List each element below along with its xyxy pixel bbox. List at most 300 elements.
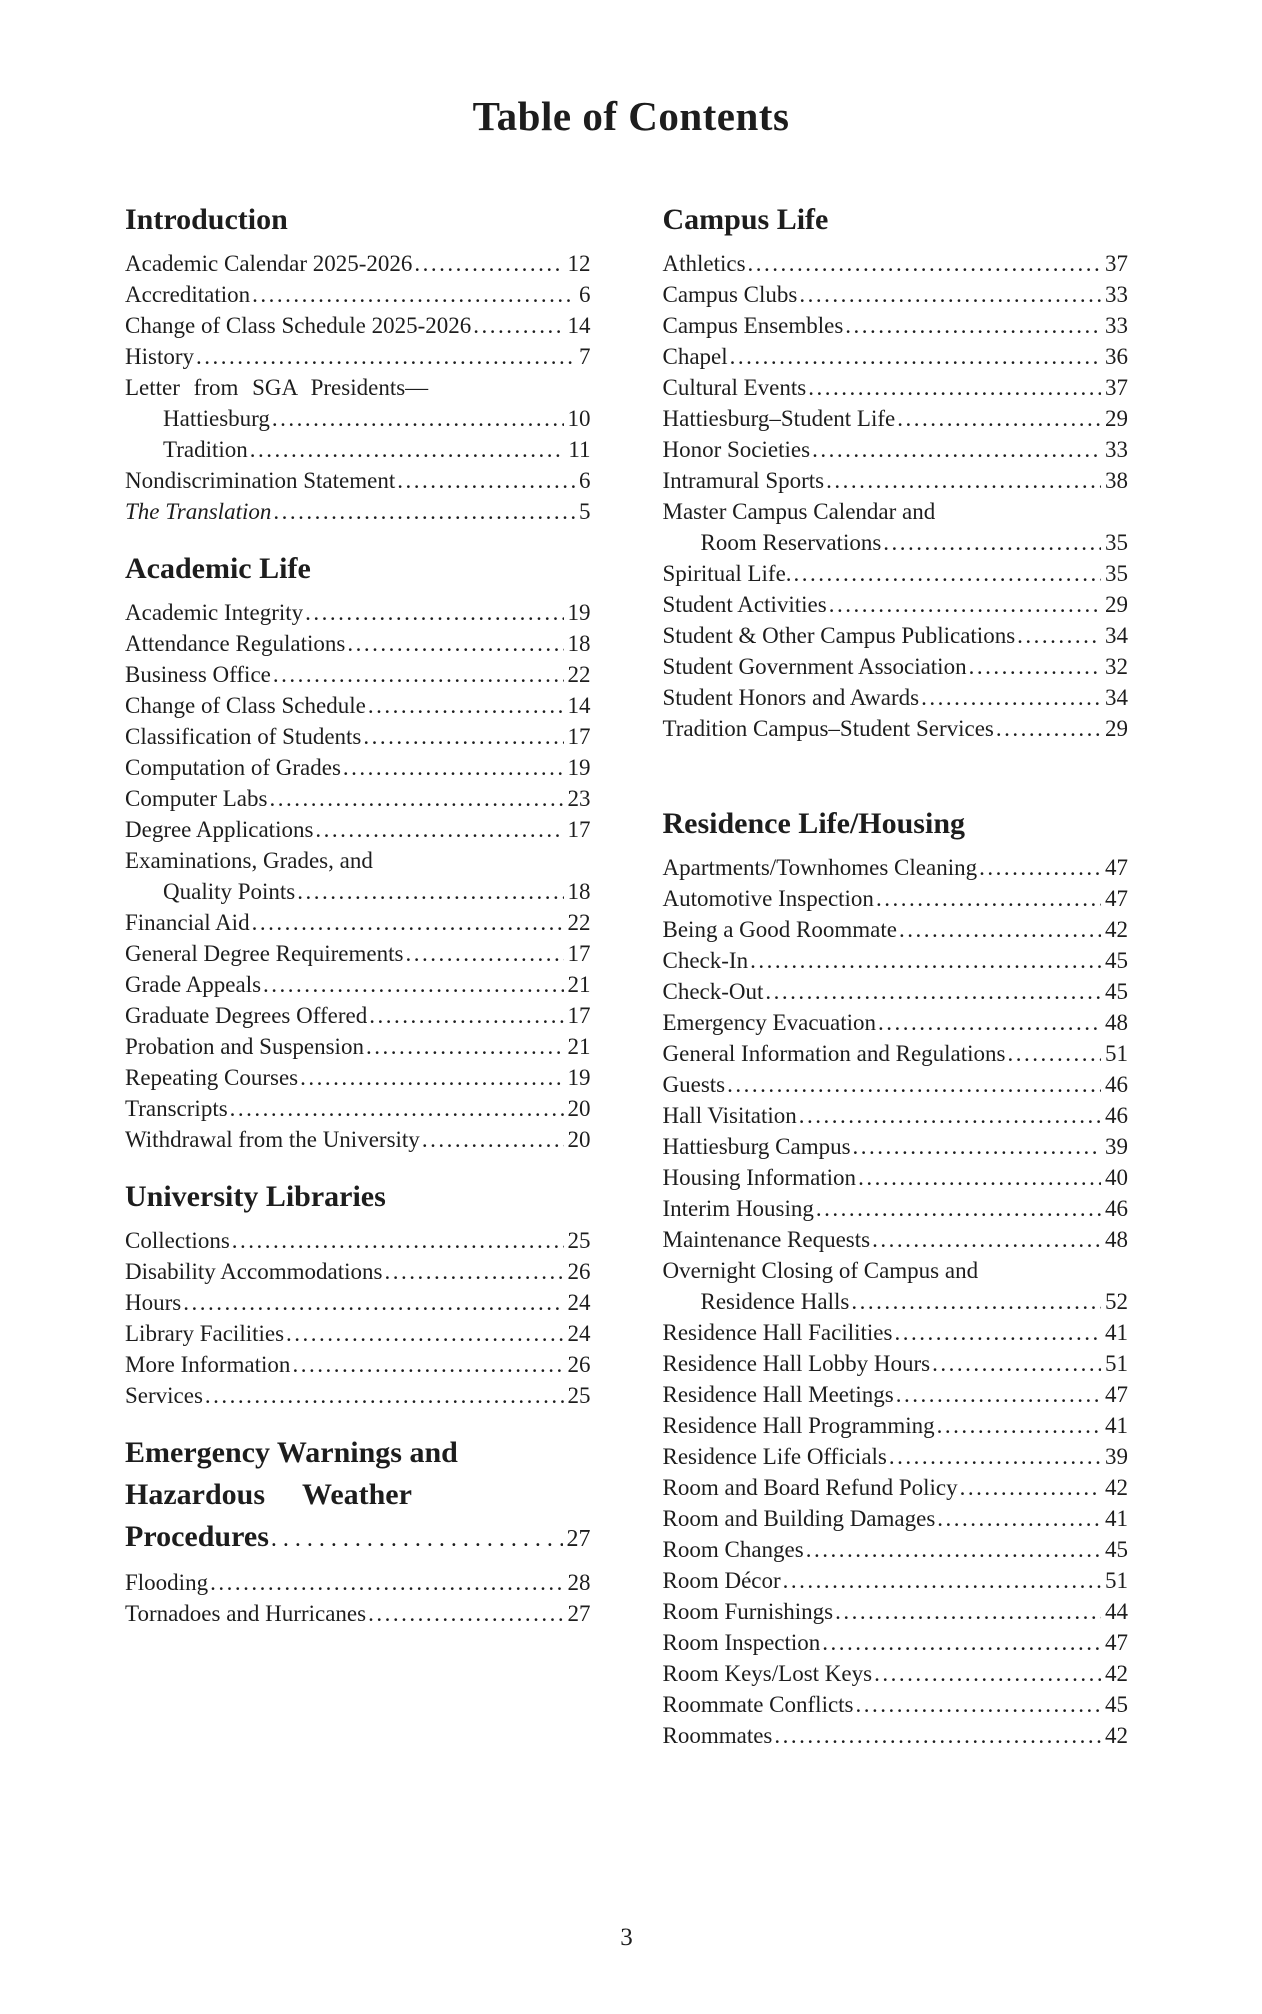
toc-entry xyxy=(663,1258,1129,1289)
toc-entry-label: Withdrawal from the University xyxy=(125,1127,420,1153)
toc-entry-label: Room and Board Refund Policy xyxy=(662,1475,958,1501)
toc-entry-label: More Information xyxy=(125,1352,291,1378)
toc-entry-label: Interim Housing xyxy=(662,1196,814,1222)
section-heading-text: Emergency Warnings and xyxy=(125,1436,458,1470)
section-heading xyxy=(125,548,591,590)
toc-entry xyxy=(663,1506,1129,1537)
toc-entry xyxy=(663,251,1129,282)
toc-entry-page: 45 xyxy=(1105,979,1128,1005)
dot-leader xyxy=(896,1382,1101,1408)
toc-entry xyxy=(125,437,591,468)
toc-entry xyxy=(663,375,1129,406)
toc-entry-label: Room Décor xyxy=(662,1568,781,1594)
toc-entry-label: Hall Visitation xyxy=(662,1103,797,1129)
toc-entry-page: 6 xyxy=(579,282,591,308)
toc-entry-page: 34 xyxy=(1105,685,1128,711)
toc-entry xyxy=(125,786,591,817)
dot-leader xyxy=(996,716,1101,742)
toc-entry-label: The Translation xyxy=(125,499,272,525)
section-heading xyxy=(125,1432,591,1560)
toc-entry-label: Collections xyxy=(125,1228,230,1254)
dot-leader xyxy=(806,1537,1101,1563)
dot-leader xyxy=(826,468,1101,494)
toc-entry-page: 24 xyxy=(567,1290,591,1316)
toc-entry xyxy=(663,1041,1129,1072)
toc-entry-label: Quality Points xyxy=(163,879,296,905)
section-heading-text: University Libraries xyxy=(125,1180,386,1214)
toc-entry-page: 20 xyxy=(567,1127,591,1153)
toc-entry-label: Grade Appeals xyxy=(125,972,262,998)
toc-entry-page: 22 xyxy=(567,662,591,688)
toc-entry xyxy=(125,1290,591,1321)
dot-leader xyxy=(727,1072,1101,1098)
dot-leader xyxy=(368,1601,563,1627)
toc-entry xyxy=(125,468,591,499)
toc-entry-page: 33 xyxy=(1105,282,1128,308)
dot-leader xyxy=(874,1661,1101,1687)
toc-entry-page: 29 xyxy=(1105,406,1128,432)
toc-entry xyxy=(663,1599,1129,1630)
toc-entry xyxy=(125,499,591,530)
toc-entry-page: 17 xyxy=(567,817,591,843)
section-heading-text: Hazardous Weather xyxy=(125,1478,412,1512)
toc-entry xyxy=(663,685,1129,716)
dot-leader xyxy=(853,1134,1101,1160)
dot-leader xyxy=(292,1352,563,1378)
toc-entry-page: 51 xyxy=(1105,1351,1128,1377)
dot-leader xyxy=(347,631,563,657)
dot-leader xyxy=(856,1692,1101,1718)
toc-entry-page: 36 xyxy=(1105,344,1128,370)
toc-entry-page: 17 xyxy=(567,941,591,967)
toc-entry xyxy=(663,1351,1129,1382)
dot-leader xyxy=(829,592,1101,618)
toc-entry xyxy=(125,406,591,437)
toc-entry-page: 21 xyxy=(567,972,591,998)
toc-entry-page: 24 xyxy=(567,1321,591,1347)
section-heading xyxy=(663,803,1129,845)
dot-leader xyxy=(851,1289,1101,1315)
toc-entry-page: 6 xyxy=(579,468,591,494)
page-title: Table of Contents xyxy=(472,93,790,139)
toc-entry-label: Residence Hall Lobby Hours xyxy=(662,1351,931,1377)
toc-entry-page: 39 xyxy=(1105,1134,1128,1160)
toc-entry xyxy=(125,755,591,786)
toc-entry-label: Apartments/Townhomes Cleaning xyxy=(662,855,978,881)
toc-entry xyxy=(125,375,591,406)
toc-entry-page: 42 xyxy=(1105,1475,1128,1501)
dot-leader xyxy=(937,1506,1101,1532)
toc-entry-label: Spiritual Life. xyxy=(662,561,792,587)
toc-entry-label: Overnight Closing of Campus and xyxy=(662,1258,979,1284)
toc-entry-label: Hours xyxy=(125,1290,182,1316)
toc-entry-page: 40 xyxy=(1105,1165,1128,1191)
toc-entry-label: Probation and Suspension xyxy=(125,1034,364,1060)
toc-entry xyxy=(663,313,1129,344)
toc-entry xyxy=(663,917,1129,948)
dot-leader xyxy=(414,251,563,277)
toc-entry-label: Tornadoes and Hurricanes xyxy=(125,1601,367,1627)
toc-entry-label: Library Facilities xyxy=(125,1321,285,1347)
toc-entry xyxy=(125,251,591,282)
toc-entry-page: 41 xyxy=(1105,1413,1128,1439)
toc-entry-page: 22 xyxy=(567,910,591,936)
toc-entry-label: History xyxy=(125,344,194,370)
dot-leader xyxy=(897,406,1101,432)
dot-leader xyxy=(269,786,563,812)
dot-leader xyxy=(250,437,565,463)
dot-leader xyxy=(210,1570,563,1596)
toc-entry-label: Housing Information xyxy=(662,1165,857,1191)
dot-leader xyxy=(363,724,563,750)
toc-entry-page: 35 xyxy=(1105,561,1128,587)
dot-leader xyxy=(343,755,564,781)
section-heading-line xyxy=(125,548,591,590)
section-heading xyxy=(125,1176,591,1218)
toc-entry-page: 17 xyxy=(567,1003,591,1029)
toc-entry-label: Examinations, Grades, and xyxy=(125,848,373,874)
toc-entry-page: 17 xyxy=(567,724,591,750)
toc-entry xyxy=(125,693,591,724)
toc-entry-label: Repeating Courses xyxy=(125,1065,299,1091)
toc-entry-label: Classification of Students xyxy=(125,724,362,750)
toc-entry-label: Cultural Events xyxy=(662,375,807,401)
toc-entry-page: 47 xyxy=(1105,1630,1128,1656)
toc-entry-label: Student Government Association xyxy=(662,654,967,680)
section-heading-text: Residence Life/Housing xyxy=(662,807,966,841)
toc-entry xyxy=(125,910,591,941)
toc-entry-label: Student Honors and Awards xyxy=(662,685,920,711)
toc-entry-page: 20 xyxy=(567,1096,591,1122)
dot-leader xyxy=(774,1723,1101,1749)
toc-entry-page: 48 xyxy=(1105,1227,1128,1253)
toc-entry-page: 14 xyxy=(567,693,591,719)
toc-entry-page: 11 xyxy=(568,437,591,463)
toc-entry-label: General Information and Regulations xyxy=(662,1041,1006,1067)
dot-leader xyxy=(473,313,563,339)
toc-entry xyxy=(663,623,1129,654)
toc-entry-label: Room Changes xyxy=(662,1537,804,1563)
toc-entry xyxy=(663,1475,1129,1506)
toc-entry xyxy=(663,1289,1129,1320)
toc-entry-page: 47 xyxy=(1105,1382,1128,1408)
toc-entry xyxy=(663,886,1129,917)
toc-entry xyxy=(663,561,1129,592)
toc-entry-page: 51 xyxy=(1105,1041,1128,1067)
dot-leader xyxy=(252,282,575,308)
toc-entry-page: 41 xyxy=(1105,1320,1128,1346)
toc-entry-page: 38 xyxy=(1105,468,1128,494)
dot-leader xyxy=(196,344,575,370)
dot-leader xyxy=(273,499,575,525)
toc-entry-page: 47 xyxy=(1105,855,1128,881)
toc-entry-label: Room and Building Damages xyxy=(662,1506,936,1532)
dot-leader xyxy=(894,1320,1101,1346)
toc-entry xyxy=(663,948,1129,979)
toc-entry xyxy=(125,282,591,313)
toc-entry-label: Letter from SGA Presidents— xyxy=(125,375,429,401)
toc-entry xyxy=(125,724,591,755)
toc-entry-label: Chapel xyxy=(662,344,728,370)
toc-entry-page: 42 xyxy=(1105,1723,1128,1749)
toc-entry-label: Tradition xyxy=(163,437,248,463)
dot-leader xyxy=(183,1290,563,1316)
toc-entry xyxy=(125,1383,591,1414)
dot-leader xyxy=(405,941,563,967)
toc-entry-page: 41 xyxy=(1105,1506,1128,1532)
toc-entry xyxy=(663,437,1129,468)
toc-entry-page: 27 xyxy=(567,1601,591,1627)
dot-leader xyxy=(921,685,1101,711)
toc-entry-label: Transcripts xyxy=(125,1096,228,1122)
toc-entry-label: Academic Calendar 2025-2026 xyxy=(125,251,413,277)
toc-entry-page: 47 xyxy=(1105,886,1128,912)
toc-entry xyxy=(125,1127,591,1158)
dot-leader xyxy=(271,1516,563,1560)
toc-entry-label: Computation of Grades xyxy=(125,755,341,781)
dot-leader xyxy=(812,437,1101,463)
toc-entry-page: 27 xyxy=(566,1526,591,1553)
toc-entry-page: 52 xyxy=(1105,1289,1128,1315)
toc-entry xyxy=(663,530,1129,561)
dot-leader xyxy=(872,1227,1101,1253)
toc-entry xyxy=(125,1034,591,1065)
toc-entry-page: 37 xyxy=(1105,375,1128,401)
toc-entry xyxy=(663,499,1129,530)
section-heading-text: Procedures xyxy=(125,1520,269,1554)
toc-entry xyxy=(663,1630,1129,1661)
toc-entry-page: 12 xyxy=(567,251,591,277)
dot-leader xyxy=(297,879,563,905)
toc-entry-page: 7 xyxy=(579,344,591,370)
toc-entry-label: Residence Halls xyxy=(700,1289,850,1315)
dot-leader xyxy=(305,600,563,626)
toc-entry-page: 48 xyxy=(1105,1010,1128,1036)
dot-leader xyxy=(748,251,1101,277)
toc-column-right xyxy=(663,199,1129,1754)
toc-entry-label: Residence Hall Programming xyxy=(662,1413,935,1439)
toc-entry xyxy=(125,313,591,344)
section-heading-line xyxy=(125,1432,591,1474)
toc-entry-page: 19 xyxy=(567,1065,591,1091)
toc-entry xyxy=(125,600,591,631)
toc-entry xyxy=(663,1165,1129,1196)
toc-entry xyxy=(663,282,1129,313)
toc-entry xyxy=(125,1065,591,1096)
toc-entry xyxy=(663,1227,1129,1258)
dot-leader xyxy=(230,1096,564,1122)
toc-entry-page: 45 xyxy=(1105,1692,1128,1718)
toc-entry xyxy=(125,1259,591,1290)
toc-entry-label: Room Reservations xyxy=(700,530,882,556)
toc-entry-label: Room Furnishings xyxy=(662,1599,834,1625)
dot-leader xyxy=(937,1413,1101,1439)
toc-entry-page: 45 xyxy=(1105,1537,1128,1563)
toc-entry xyxy=(125,941,591,972)
toc-entry-page: 21 xyxy=(567,1034,591,1060)
section-heading-text: Academic Life xyxy=(125,552,311,586)
toc-entry-label: Hattiesburg–Student Life xyxy=(662,406,896,432)
toc-entry-label: Check-Out xyxy=(662,979,764,1005)
toc-entry-page: 23 xyxy=(567,786,591,812)
toc-entry-label: Residence Hall Facilities xyxy=(662,1320,893,1346)
toc-entry-page: 28 xyxy=(567,1570,591,1596)
toc-entry-label: Tradition Campus–Student Services xyxy=(662,716,994,742)
dot-leader xyxy=(300,1065,563,1091)
toc-entry xyxy=(663,1661,1129,1692)
toc-entry-label: Roommates xyxy=(662,1723,773,1749)
section-heading-line xyxy=(125,199,591,241)
toc-entry-label: Graduate Degrees Offered xyxy=(125,1003,368,1029)
toc-entry-label: Maintenance Requests xyxy=(662,1227,871,1253)
dot-leader xyxy=(232,1228,564,1254)
dot-leader xyxy=(794,561,1101,587)
dot-leader xyxy=(969,654,1101,680)
toc-entry xyxy=(663,1537,1129,1568)
toc-entry-page: 29 xyxy=(1105,592,1128,618)
dot-leader xyxy=(366,1034,564,1060)
dot-leader xyxy=(979,855,1101,881)
dot-leader xyxy=(397,468,575,494)
toc-entry xyxy=(125,879,591,910)
page-number: 3 xyxy=(620,1924,633,1951)
dot-leader xyxy=(808,375,1101,401)
toc-entry-label: Flooding xyxy=(125,1570,209,1596)
toc-entry-page: 26 xyxy=(567,1352,591,1378)
dot-leader xyxy=(384,1259,563,1285)
section-heading-line xyxy=(663,199,1129,241)
dot-leader xyxy=(369,1003,563,1029)
toc-entry xyxy=(663,406,1129,437)
toc-entry xyxy=(125,1321,591,1352)
toc-entry xyxy=(663,1444,1129,1475)
dot-leader xyxy=(783,1568,1101,1594)
toc-entry-label: Automotive Inspection xyxy=(662,886,874,912)
toc-entry xyxy=(663,592,1129,623)
toc-entry-page: 33 xyxy=(1105,313,1128,339)
toc-entry-label: Emergency Evacuation xyxy=(662,1010,877,1036)
dot-leader xyxy=(799,1103,1101,1129)
toc-entry xyxy=(125,344,591,375)
toc-entry-page: 18 xyxy=(567,879,591,905)
toc-entry-page: 26 xyxy=(567,1259,591,1285)
toc-entry-page: 32 xyxy=(1105,654,1128,680)
toc-entry-page: 35 xyxy=(1105,530,1128,556)
toc-entry xyxy=(663,1010,1129,1041)
toc-entry-page: 37 xyxy=(1105,251,1128,277)
dot-leader xyxy=(878,1010,1101,1036)
dot-leader xyxy=(286,1321,563,1347)
toc-entry xyxy=(125,1601,591,1632)
toc-entry-label: Room Keys/Lost Keys xyxy=(662,1661,873,1687)
toc-entry-label: Attendance Regulations xyxy=(125,631,346,657)
toc-entry xyxy=(125,1096,591,1127)
dot-leader xyxy=(883,530,1101,556)
dot-leader xyxy=(273,662,564,688)
section-heading-line xyxy=(125,1516,591,1560)
toc-entry-label: Hattiesburg xyxy=(163,406,270,432)
toc-entry-label: Check-In xyxy=(662,948,749,974)
toc-entry xyxy=(663,1692,1129,1723)
toc-entry xyxy=(663,654,1129,685)
toc-entry-page: 19 xyxy=(567,600,591,626)
dot-leader xyxy=(799,282,1101,308)
toc-entry-label: General Degree Requirements xyxy=(125,941,404,967)
toc-entry xyxy=(125,662,591,693)
toc-entry-label: Athletics xyxy=(662,251,746,277)
toc-entry-page: 45 xyxy=(1105,948,1128,974)
dot-leader xyxy=(368,693,564,719)
toc-entry-label: Residence Life Officials xyxy=(662,1444,887,1470)
toc-entry-label: Honor Societies xyxy=(662,437,811,463)
dot-leader xyxy=(816,1196,1101,1222)
toc-entry xyxy=(663,1196,1129,1227)
toc-entry xyxy=(663,344,1129,375)
toc-entry-label: Academic Integrity xyxy=(125,600,304,626)
section-heading-line xyxy=(125,1474,591,1516)
toc-entry xyxy=(125,972,591,1003)
toc-entry xyxy=(125,817,591,848)
toc-entry xyxy=(663,1320,1129,1351)
toc-entry xyxy=(663,468,1129,499)
toc-entry xyxy=(125,1228,591,1259)
dot-leader xyxy=(960,1475,1101,1501)
toc-entry-page: 33 xyxy=(1105,437,1128,463)
toc-entry-label: Master Campus Calendar and xyxy=(662,499,936,525)
toc-columns xyxy=(0,199,1262,1754)
toc-entry xyxy=(663,1568,1129,1599)
toc-entry xyxy=(663,1103,1129,1134)
section-heading xyxy=(125,199,591,241)
toc-column-left xyxy=(125,199,591,1754)
dot-leader xyxy=(876,886,1101,912)
toc-entry-label: Hattiesburg Campus xyxy=(662,1134,851,1160)
toc-entry-page: 25 xyxy=(567,1383,591,1409)
toc-entry-label: Financial Aid xyxy=(125,910,250,936)
toc-entry-label: Campus Ensembles xyxy=(662,313,844,339)
toc-entry xyxy=(663,979,1129,1010)
toc-entry xyxy=(663,855,1129,886)
toc-entry-label: Nondiscrimination Statement xyxy=(125,468,396,494)
toc-entry-label: Computer Labs xyxy=(125,786,268,812)
toc-entry-page: 29 xyxy=(1105,716,1128,742)
dot-leader xyxy=(835,1599,1101,1625)
dot-leader xyxy=(1017,623,1101,649)
toc-entry xyxy=(663,1134,1129,1165)
toc-entry xyxy=(125,1352,591,1383)
toc-entry-label: Room Inspection xyxy=(662,1630,821,1656)
toc-entry-label: Guests xyxy=(662,1072,726,1098)
toc-entry xyxy=(663,716,1129,747)
toc-entry-page: 5 xyxy=(579,499,591,525)
toc-entry xyxy=(663,1723,1129,1754)
dot-leader xyxy=(205,1383,564,1409)
toc-entry-page: 25 xyxy=(567,1228,591,1254)
dot-leader xyxy=(858,1165,1101,1191)
dot-leader xyxy=(422,1127,564,1153)
toc-entry-label: Campus Clubs xyxy=(662,282,798,308)
toc-entry-page: 42 xyxy=(1105,1661,1128,1687)
section-heading-text: Introduction xyxy=(125,203,288,237)
toc-entry-page: 18 xyxy=(567,631,591,657)
toc-entry xyxy=(125,848,591,879)
dot-leader xyxy=(272,406,564,432)
toc-entry-label: Accreditation xyxy=(125,282,251,308)
toc-entry xyxy=(663,1413,1129,1444)
toc-entry-label: Residence Hall Meetings xyxy=(662,1382,894,1408)
toc-entry-page: 10 xyxy=(567,406,591,432)
dot-leader xyxy=(822,1630,1101,1656)
